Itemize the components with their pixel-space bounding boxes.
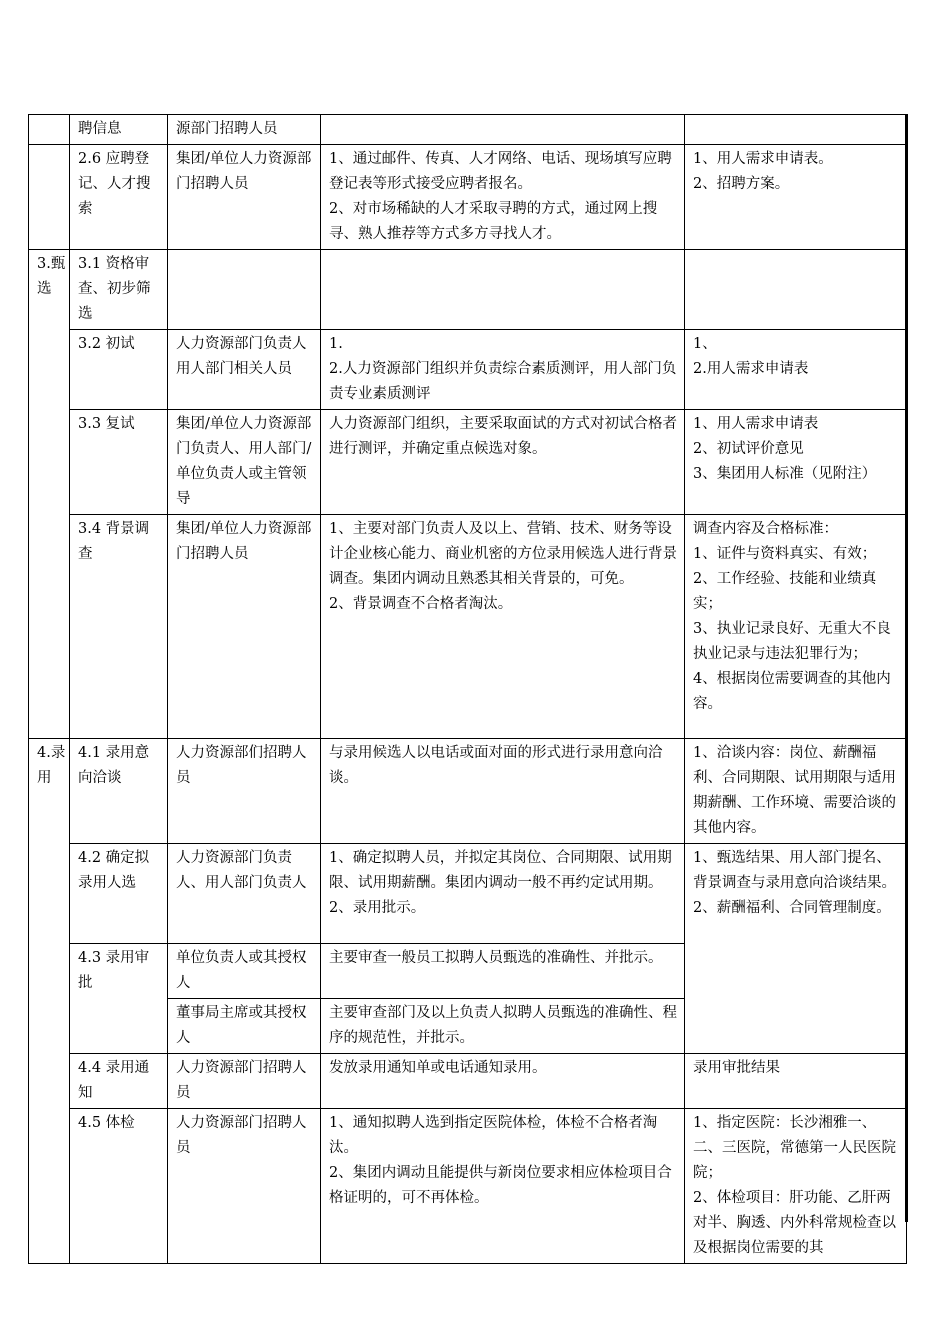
person-line: 人力资源部门负责人 [176,336,307,352]
person-cell: 董事局主席或其授权人 [168,999,321,1054]
basis-cell [685,1109,907,1264]
basis-line: 2、工作经验、技能和业绩真实； [693,571,877,612]
content-cell [321,1109,685,1264]
item-cell: 聘信息 [70,115,168,145]
content-cell [321,115,685,145]
item-cell: 2.6 应聘登记、人才搜索 [70,145,168,250]
basis-cell: 1、洽谈内容：岗位、薪酬福利、合同期限、试用期限与适用期薪酬、工作环境、需要洽谈的其他内容。 [685,739,907,844]
person-cell: 集团/单位人力资源部门招聘人员 [168,145,321,250]
person-line: 用人部门相关人员 [176,361,292,377]
item-cell: 4.1 录用意向洽谈 [70,739,168,844]
stage-cell: 3.甄选 [29,250,70,739]
table-row [29,330,907,410]
item-cell: 3.3 复试 [70,410,168,515]
person-cell [168,330,321,410]
table-row [29,115,907,145]
item-cell: 4.5 体检 [70,1109,168,1264]
person-cell: 人力资源部们招聘人员 [168,739,321,844]
table-row [29,410,907,515]
content-line: 1、通知拟聘人选到指定医院体检，体检不合格者淘汰。 [329,1115,658,1156]
content-line: 1、通过邮件、传真、人才网络、电话、现场填写应聘登记表等形式接受应聘者报名。 [329,151,672,192]
table-row [29,1109,907,1264]
basis-line: 3、集团用人标准（见附注） [693,466,877,482]
basis-line: 1、用人需求申请表。 [693,151,833,167]
basis-line: 1、甄选结果、用人部门提名、背景调查与录用意向洽谈结果。 [693,850,896,891]
table-row [29,145,907,250]
basis-line: 1、指定医院：长沙湘雅一、二、三医院，常德第一人民医院院； [693,1115,896,1181]
content-cell: 发放录用通知单或电话通知录用。 [321,1054,685,1109]
basis-line: 2、初试评价意见 [693,441,804,457]
content-line: 1. [329,336,343,352]
content-line: 2、对市场稀缺的人才采取寻聘的方式，通过网上搜寻、熟人推荐等方式多方寻找人才。 [329,201,658,242]
recruitment-process-table [28,114,907,1264]
content-line: 2、录用批示。 [329,900,426,916]
table-double-border [905,114,908,1222]
content-cell: 人力资源部门组织，主要采取面试的方式对初试合格者进行测评，并确定重点候选对象。 [321,410,685,515]
table-row [29,515,907,739]
content-cell [321,250,685,330]
item-cell: 3.1 资格审查、初步筛选 [70,250,168,330]
content-line: 1、确定拟聘人员，并拟定其岗位、合同期限、试用期限、试用期薪酬。集团内调动一般不再约定试用期。 [329,850,672,891]
basis-cell [685,330,907,410]
content-cell [321,515,685,739]
content-cell [321,844,685,944]
table-row [29,844,907,944]
content-cell [321,145,685,250]
basis-cell: 录用审批结果 [685,1054,907,1109]
basis-cell [685,844,907,1054]
item-cell: 4.2 确定拟录用人选 [70,844,168,944]
basis-line: 4、根据岗位需要调查的其他内容。 [693,671,891,712]
stage-cell: 4.录用 [29,739,70,1264]
stage-cell [29,145,70,250]
stage-cell [29,115,70,145]
table-row [29,250,907,330]
content-line: 1、主要对部门负责人及以上、营销、技术、财务等设计企业核心能力、商业机密的方位录用候选人进行背景调查。集团内调动且熟悉其相关背景的，可免。 [329,521,677,587]
item-cell: 4.4 录用通知 [70,1054,168,1109]
person-cell: 集团/单位人力资源部门招聘人员 [168,515,321,739]
content-line: 2.人力资源部门组织并负责综合素质测评，用人部门负责专业素质测评 [329,361,677,402]
content-line: 2、背景调查不合格者淘汰。 [329,596,513,612]
person-cell: 人力资源部门招聘人员 [168,1109,321,1264]
basis-line: 1、 [693,336,717,352]
basis-cell [685,145,907,250]
person-cell: 单位负责人或其授权人 [168,944,321,999]
basis-cell [685,410,907,515]
basis-line: 1、用人需求申请表 [693,416,819,432]
item-cell: 3.4 背景调查 [70,515,168,739]
person-cell [168,250,321,330]
basis-line: 1、证件与资料真实、有效； [693,546,877,562]
basis-line: 2.用人需求申请表 [693,361,809,377]
item-cell: 4.3 录用审批 [70,944,168,1054]
content-cell [321,330,685,410]
basis-line: 2、体检项目：肝功能、乙肝两对半、胸透、内外科常规检查以及根据岗位需要的其 [693,1190,896,1256]
content-line: 2、集团内调动且能提供与新岗位要求相应体检项目合格证明的，可不再体检。 [329,1165,672,1206]
basis-line: 2、薪酬福利、合同管理制度。 [693,900,891,916]
table-row [29,739,907,844]
basis-line: 调查内容及合格标准： [693,521,838,537]
person-cell: 集团/单位人力资源部门负责人、用人部门/单位负责人或主管领导 [168,410,321,515]
basis-cell [685,115,907,145]
basis-line: 2、招聘方案。 [693,176,790,192]
content-cell: 主要审查一般员工拟聘人员甄选的准确性、并批示。 [321,944,685,999]
person-cell: 人力资源部门负责人、用人部门负责人 [168,844,321,944]
person-cell: 人力资源部门招聘人员 [168,1054,321,1109]
content-cell: 主要审查部门及以上负责人拟聘人员甄选的准确性、程序的规范性，并批示。 [321,999,685,1054]
table-row [29,1054,907,1109]
item-cell: 3.2 初试 [70,330,168,410]
basis-cell [685,515,907,739]
content-cell: 与录用候选人以电话或面对面的形式进行录用意向洽谈。 [321,739,685,844]
basis-line: 3、执业记录良好、无重大不良执业记录与违法犯罪行为； [693,621,891,662]
person-cell: 源部门招聘人员 [168,115,321,145]
basis-cell [685,250,907,330]
